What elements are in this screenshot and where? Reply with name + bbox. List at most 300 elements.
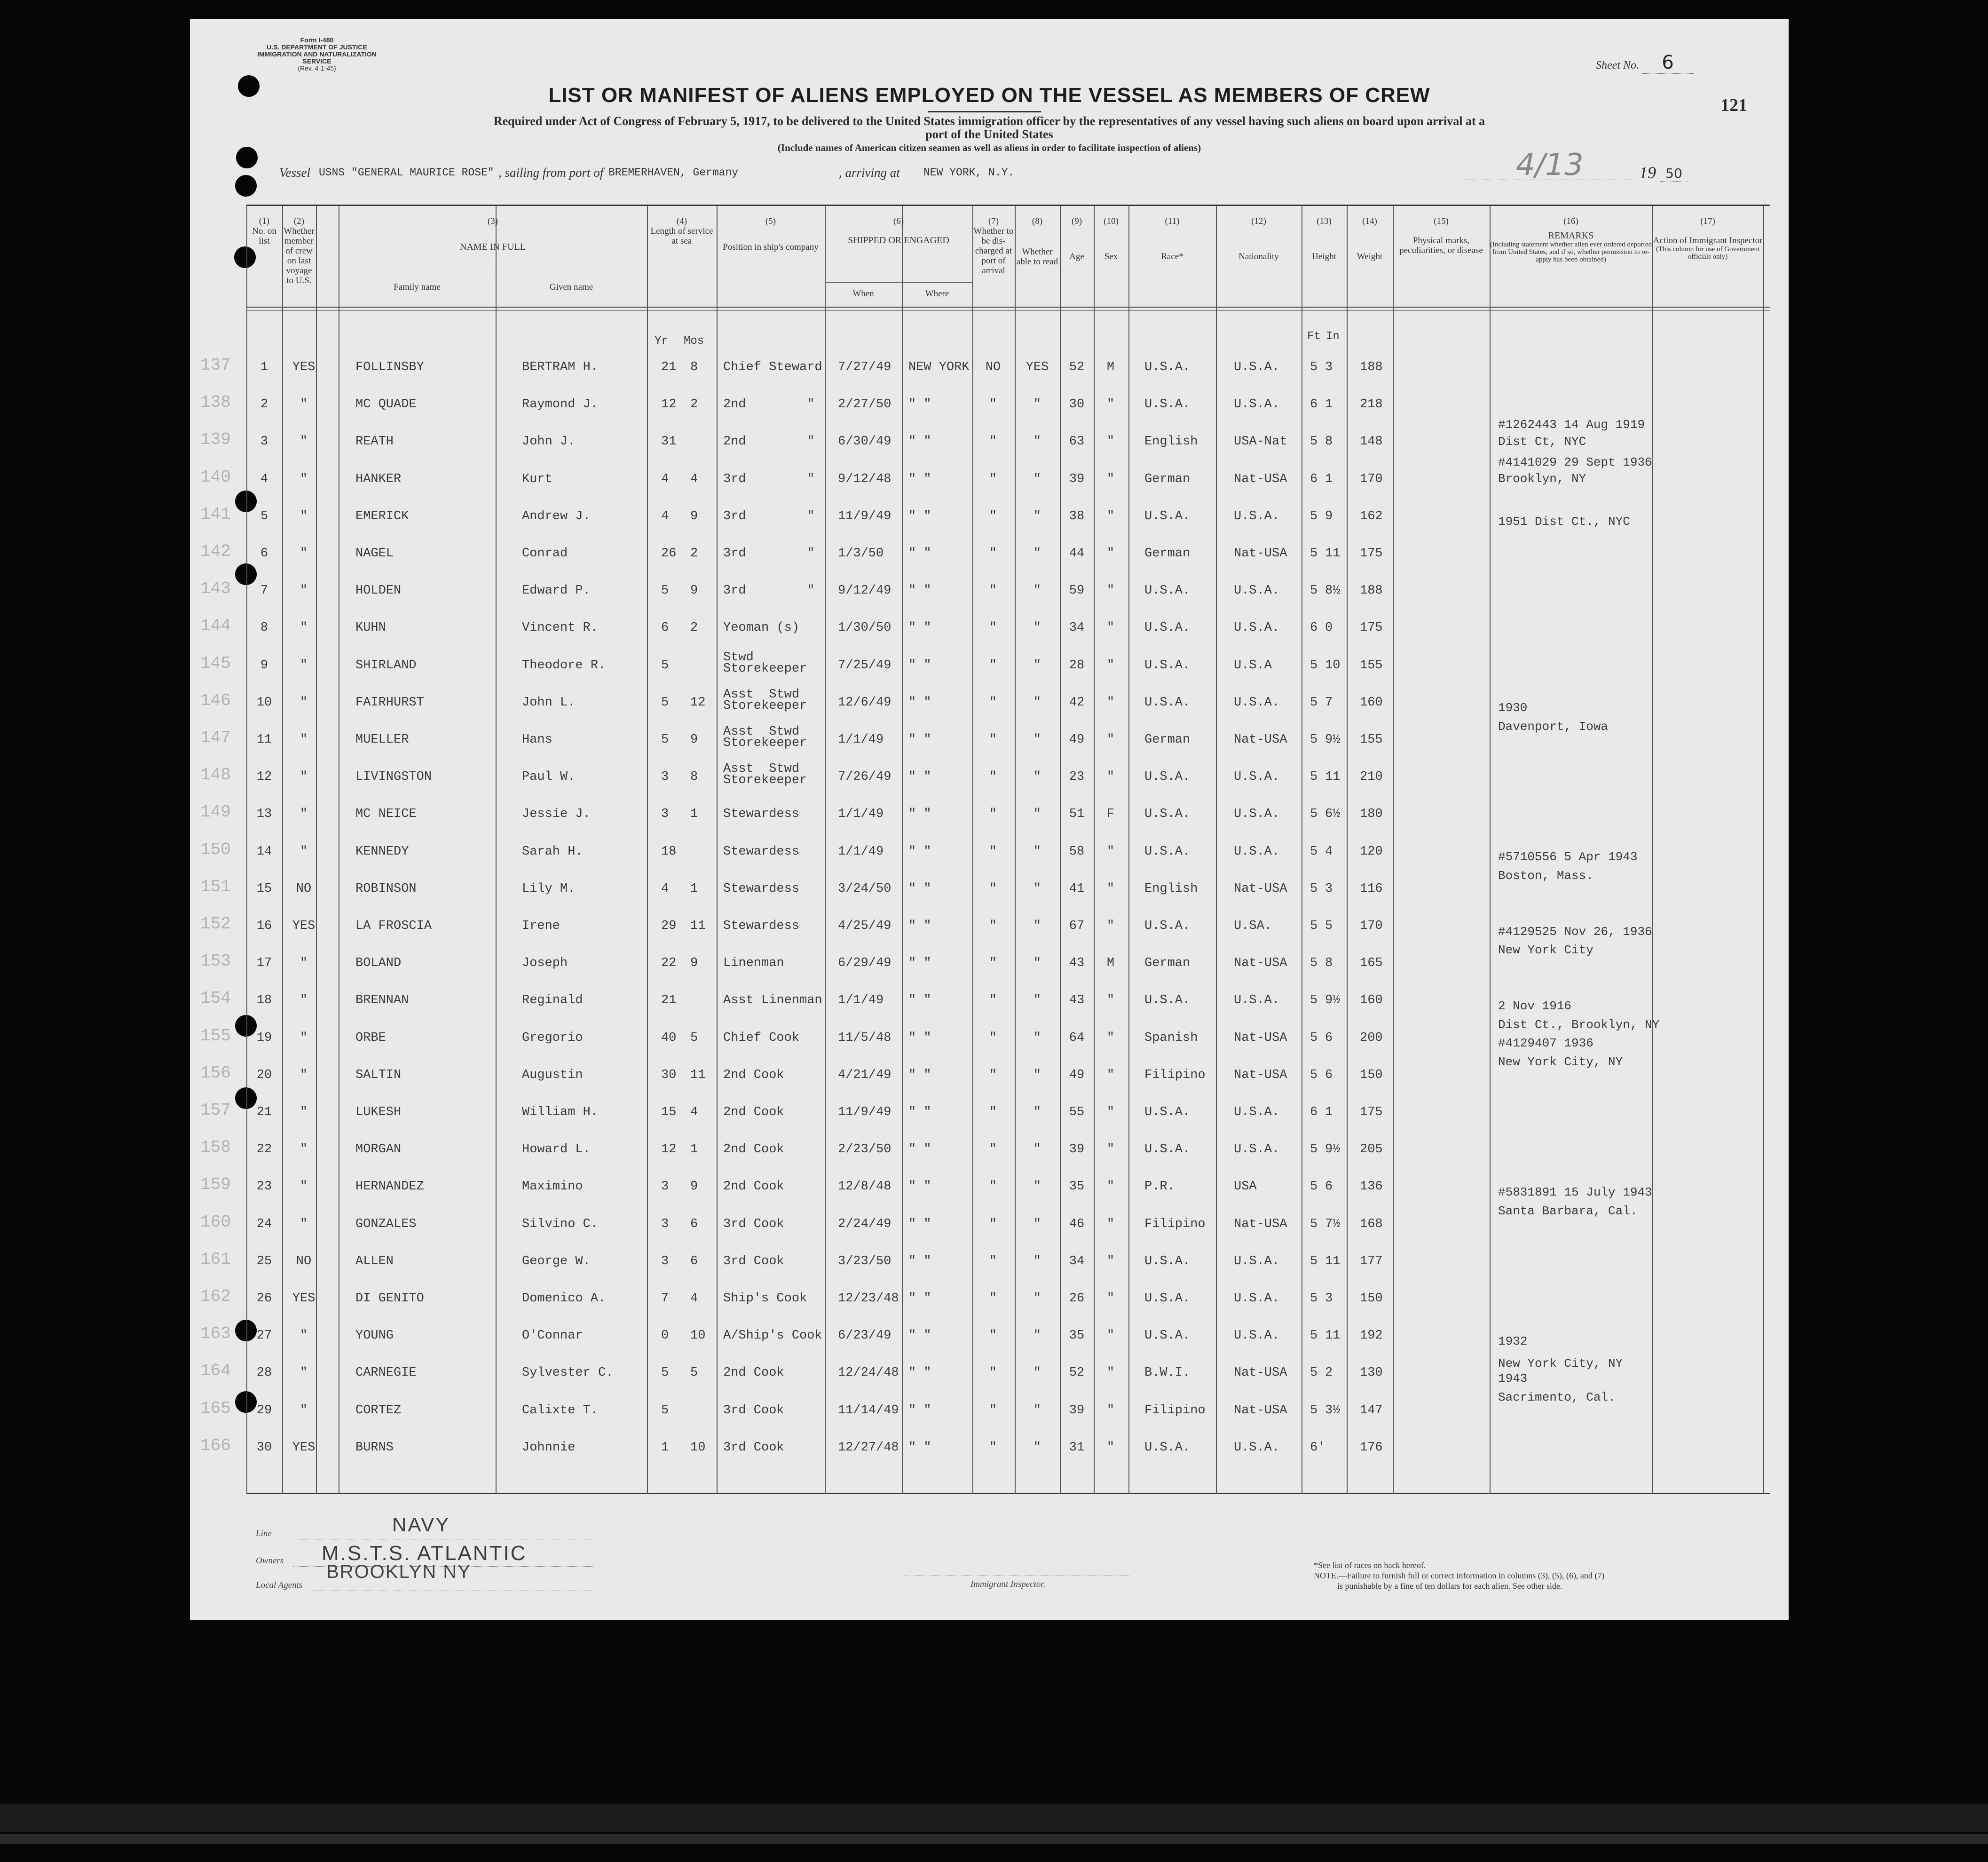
height-feet: 5	[1310, 1366, 1318, 1380]
service-months: 10	[690, 1329, 706, 1343]
nationality: USA	[1234, 1180, 1257, 1194]
weight: 155	[1360, 733, 1383, 747]
inspector-label: Immigrant Inspector.	[970, 1579, 1046, 1589]
given-name: Reginald	[522, 993, 583, 1008]
race: German	[1144, 472, 1191, 486]
header-bottom-rule	[246, 307, 1770, 308]
stamped-sequence-number: 142	[200, 542, 231, 561]
sex: "	[1106, 1366, 1115, 1380]
weight: 170	[1360, 472, 1383, 486]
position: Stwd Storekeeper	[723, 650, 807, 676]
last-voyage: "	[300, 509, 308, 523]
position: Chief Cook	[723, 1030, 800, 1045]
family-name: HOLDEN	[355, 584, 402, 598]
age: 67	[1069, 919, 1085, 933]
table-row	[190, 951, 1789, 991]
sex: "	[1106, 584, 1115, 598]
table-row	[190, 877, 1789, 917]
last-voyage: "	[300, 807, 308, 822]
subtitle	[260, 115, 1718, 154]
height-feet: 5	[1310, 547, 1318, 561]
table-row	[190, 1138, 1789, 1178]
service-years: 26	[661, 547, 677, 561]
weight: 136	[1360, 1180, 1383, 1194]
remark-line: #1262443 14 Aug 1919	[1498, 418, 1645, 432]
able-to-read: "	[1033, 397, 1041, 412]
sex: "	[1106, 1217, 1115, 1231]
last-voyage: "	[300, 733, 308, 747]
height-feet: 6	[1310, 397, 1318, 412]
given-name: Andrew J.	[522, 509, 591, 523]
nationality: Nat-USA	[1234, 881, 1287, 896]
shipped-when: 1/1/49	[838, 733, 884, 747]
family-name: GONZALES	[355, 1217, 417, 1231]
family-name: HANKER	[355, 472, 402, 486]
position: Yeoman (s)	[723, 621, 800, 635]
race: B.W.I.	[1144, 1366, 1191, 1380]
shipped-where: " "	[908, 919, 931, 933]
stamped-sequence-number: 140	[200, 467, 231, 487]
service-months: 2	[690, 621, 698, 635]
shipped-where: " "	[908, 733, 931, 747]
row-number: 11	[256, 733, 272, 747]
last-voyage: "	[300, 1403, 308, 1418]
shipped-when: 9/12/48	[838, 472, 891, 486]
height-inches: 3	[1325, 1292, 1333, 1306]
race: U.S.A.	[1144, 770, 1191, 784]
sex: "	[1106, 621, 1115, 635]
shipped-where: " "	[908, 807, 931, 822]
weight: 116	[1360, 881, 1383, 896]
age: 63	[1069, 435, 1085, 449]
stamped-sequence-number: 156	[200, 1063, 231, 1083]
race: U.S.A.	[1144, 360, 1191, 374]
shipped-when: 3/23/50	[838, 1254, 891, 1268]
last-voyage: "	[300, 397, 308, 412]
line-value: NAVY	[392, 1513, 450, 1536]
shipped-when: 6/29/49	[838, 956, 891, 971]
discharged: "	[989, 881, 997, 896]
remark-line: Boston, Mass.	[1498, 868, 1594, 883]
service-months: 4	[690, 1105, 698, 1119]
given-name: Paul W.	[522, 770, 576, 784]
position: Stewardess	[723, 844, 800, 859]
position: 3rd Cook	[723, 1440, 784, 1455]
height-inches: 6	[1325, 1068, 1333, 1082]
height-inches: 6½	[1325, 807, 1341, 822]
table-row	[190, 1287, 1789, 1327]
age: 38	[1069, 509, 1085, 523]
given-name: Howard L.	[522, 1142, 591, 1157]
nationality: U.S.A.	[1234, 993, 1280, 1008]
race: U.S.A.	[1144, 1292, 1191, 1306]
stamped-sequence-number: 144	[200, 616, 231, 636]
given-name: Edward P.	[522, 584, 591, 598]
stamped-sequence-number: 138	[200, 393, 231, 412]
age: 64	[1069, 1030, 1085, 1045]
service-years: 15	[661, 1105, 677, 1119]
header-weight: (14) Weight	[1357, 216, 1383, 261]
service-years: 12	[661, 397, 677, 412]
weight: 147	[1360, 1403, 1383, 1418]
sex: "	[1106, 695, 1115, 710]
height-feet: 5	[1310, 807, 1318, 822]
stamped-sequence-number: 152	[200, 914, 231, 934]
service-years: 6	[661, 621, 669, 635]
given-name: Maximino	[522, 1180, 583, 1194]
discharged: "	[989, 472, 997, 486]
family-name: NAGEL	[355, 547, 394, 561]
service-years: 4	[661, 509, 669, 523]
sex: "	[1106, 1180, 1115, 1194]
position: 3rd Cook	[723, 1403, 784, 1418]
discharged: "	[989, 695, 997, 710]
height-feet: 6'	[1310, 1440, 1325, 1455]
discharged: "	[989, 584, 997, 598]
family-name: MC QUADE	[355, 397, 417, 412]
service-months: 9	[690, 956, 698, 971]
header-no: (1) No. on list	[252, 216, 276, 246]
age: 30	[1069, 397, 1085, 412]
stamped-sequence-number: 157	[200, 1101, 231, 1120]
sex: "	[1106, 770, 1115, 784]
last-voyage: "	[300, 844, 308, 859]
sex: "	[1106, 658, 1115, 673]
header-position: (5) Position in ship's company	[723, 216, 819, 252]
sex: "	[1106, 1030, 1115, 1045]
shipped-where: " "	[908, 1403, 931, 1418]
remark-line: Sacrimento, Cal.	[1498, 1390, 1616, 1404]
weight: 160	[1360, 695, 1383, 710]
remark-line: Dist Ct, NYC	[1498, 435, 1586, 449]
nationality: U.S.A.	[1234, 397, 1280, 412]
shipped-when: 6/30/49	[838, 435, 891, 449]
shipped-where: " "	[908, 956, 931, 971]
able-to-read: "	[1033, 919, 1041, 933]
stamped-sequence-number: 148	[200, 765, 231, 785]
header-where: Where	[925, 289, 949, 299]
shipped-where: " "	[908, 1292, 931, 1306]
sailing-label: , sailing from port of	[498, 166, 604, 180]
shipped-when: 7/25/49	[838, 658, 891, 673]
able-to-read: "	[1033, 844, 1041, 859]
height-inches: 6	[1325, 1180, 1333, 1194]
row-number: 8	[260, 621, 268, 635]
sex: "	[1106, 733, 1115, 747]
header-remarks: (16) REMARKS (Including statement whether alien ever ordered deported from United States, and if so, whether permission to re-apply has been obtained)	[1490, 216, 1652, 263]
age: 44	[1069, 547, 1085, 561]
service-years: 21	[661, 993, 677, 1008]
last-voyage: NO	[296, 1254, 312, 1268]
able-to-read: "	[1033, 1329, 1041, 1343]
shipped-when: 11/5/48	[838, 1030, 891, 1045]
note-races: *See list of races on back hereof.	[1314, 1561, 1426, 1570]
given-name: John J.	[522, 435, 576, 449]
given-name: O'Connar	[522, 1329, 583, 1343]
shipped-where: " "	[908, 1105, 931, 1119]
discharged: "	[989, 919, 997, 933]
shipped-where: " "	[908, 1217, 931, 1231]
last-voyage: "	[300, 956, 308, 971]
age: 35	[1069, 1180, 1085, 1194]
service-months: 6	[690, 1217, 698, 1231]
given-name: Theodore R.	[522, 658, 606, 673]
shipped-when: 4/21/49	[838, 1068, 891, 1082]
header-name: (3) NAME IN FULL	[460, 216, 526, 252]
race: U.S.A.	[1144, 1142, 1191, 1157]
sex: "	[1106, 1068, 1115, 1082]
weight: 175	[1360, 621, 1383, 635]
sex: "	[1106, 993, 1115, 1008]
sex: "	[1106, 1254, 1115, 1268]
race: Filipino	[1144, 1217, 1206, 1231]
last-voyage: "	[300, 584, 308, 598]
height-inches: 3	[1325, 360, 1333, 374]
height-inches: 11	[1325, 1254, 1341, 1268]
remark-line: #5831891 15 July 1943	[1498, 1185, 1652, 1199]
shipped-when: 1/30/50	[838, 621, 891, 635]
height-feet: 5	[1310, 844, 1318, 859]
scan-border-strip	[0, 1804, 1988, 1832]
service-years: 30	[661, 1068, 677, 1082]
race: U.S.A.	[1144, 993, 1191, 1008]
height-feet: 5	[1310, 733, 1318, 747]
sex: F	[1106, 807, 1115, 822]
nationality: U.S.A.	[1234, 1329, 1280, 1343]
race: U.S.A.	[1144, 509, 1191, 523]
weight: 200	[1360, 1030, 1383, 1045]
row-number: 10	[256, 695, 272, 710]
shipped-when: 1/1/49	[838, 807, 884, 822]
table-row	[190, 1435, 1789, 1476]
manifest-sheet	[190, 19, 1789, 1620]
service-years: 31	[661, 435, 677, 449]
shipped-where: " "	[908, 1440, 931, 1455]
nationality: U.S.A	[1234, 658, 1272, 673]
table-row	[190, 579, 1789, 619]
service-months: 5	[690, 1030, 698, 1045]
subtitle-line: port of the United States	[925, 127, 1053, 141]
unit-in: In	[1326, 330, 1340, 343]
weight: 188	[1360, 360, 1383, 374]
vessel-label: Vessel	[279, 166, 310, 180]
weight: 210	[1360, 770, 1383, 784]
given-name: Lily M.	[522, 881, 576, 896]
row-number: 13	[256, 807, 272, 822]
remark-line: Brooklyn, NY	[1498, 472, 1586, 486]
race: English	[1144, 435, 1198, 449]
nationality: U.S.A.	[1234, 695, 1280, 710]
shipped-where: " "	[908, 584, 931, 598]
header-bottom-rule	[246, 310, 1770, 311]
height-inches: 9½	[1325, 1142, 1341, 1157]
shipped-where: " "	[908, 509, 931, 523]
age: 39	[1069, 472, 1085, 486]
race: Filipino	[1144, 1403, 1206, 1418]
table-row	[190, 616, 1789, 656]
height-feet: 5	[1310, 435, 1318, 449]
row-number: 24	[256, 1217, 272, 1231]
family-name: LUKESH	[355, 1105, 402, 1119]
shipped-where: " "	[908, 547, 931, 561]
family-name: HERNANDEZ	[355, 1180, 424, 1194]
family-name: DI GENITO	[355, 1292, 424, 1306]
height-inches: 8	[1325, 956, 1333, 971]
race: German	[1144, 547, 1191, 561]
race: U.S.A.	[1144, 658, 1191, 673]
page-number: 121	[1720, 95, 1747, 115]
able-to-read: "	[1033, 1105, 1041, 1119]
agents-value: BROOKLYN NY	[326, 1561, 471, 1582]
header-sex: (10) Sex	[1104, 216, 1119, 261]
service-months: 1	[690, 881, 698, 896]
height-inches: 10	[1325, 658, 1341, 673]
shipped-when: 6/23/49	[838, 1329, 891, 1343]
service-months: 1	[690, 807, 698, 822]
row-number: 7	[260, 584, 268, 598]
able-to-read: "	[1033, 1068, 1041, 1082]
shipped-where: " "	[908, 695, 931, 710]
able-to-read: "	[1033, 584, 1041, 598]
arrival-date: 4/13	[1516, 148, 1584, 182]
vessel-name: USNS "GENERAL MAURICE ROSE"	[319, 166, 497, 179]
height-feet: 5	[1310, 695, 1318, 710]
position: 3rd "	[723, 584, 815, 598]
row-number: 28	[256, 1366, 272, 1380]
height-inches: 3½	[1325, 1403, 1341, 1418]
discharged: "	[989, 807, 997, 822]
stamped-sequence-number: 145	[200, 653, 231, 673]
last-voyage: "	[300, 547, 308, 561]
given-name: BERTRAM H.	[522, 360, 599, 374]
position: 2nd "	[723, 435, 815, 449]
position: 2nd Cook	[723, 1105, 784, 1119]
height-feet: 5	[1310, 956, 1318, 971]
note-fine-2: is punishable by a fine of ten dollars for each alien. See other side.	[1337, 1581, 1562, 1591]
discharged: "	[989, 993, 997, 1008]
table-row	[190, 802, 1789, 842]
table-row	[190, 1103, 1789, 1141]
family-name: KENNEDY	[355, 844, 409, 859]
age: 31	[1069, 1440, 1085, 1455]
age: 52	[1069, 360, 1085, 374]
given-name: Kurt	[522, 472, 552, 486]
height-inches: 11	[1325, 547, 1341, 561]
service-years: 40	[661, 1030, 677, 1045]
position: Asst Stwd Storekeeper	[723, 762, 807, 788]
discharged: "	[989, 509, 997, 523]
note-fine-1: NOTE.—Failure to furnish full or correct information in columns (3), (5), (6), and (7)	[1314, 1571, 1605, 1580]
last-voyage: "	[300, 1329, 308, 1343]
table-row	[190, 762, 1789, 805]
weight: 175	[1360, 1105, 1383, 1119]
remark-line: Davenport, Iowa	[1498, 719, 1609, 734]
sex: "	[1106, 472, 1115, 486]
position: Asst Stwd Storekeeper	[723, 687, 807, 713]
family-name: SHIRLAND	[355, 658, 417, 673]
row-number: 9	[260, 658, 268, 673]
given-name: Conrad	[522, 547, 568, 561]
title-rule	[928, 111, 1041, 112]
punch-hole	[234, 246, 256, 268]
age: 39	[1069, 1403, 1085, 1418]
service-years: 3	[661, 1180, 669, 1194]
family-name: KUHN	[355, 621, 386, 635]
last-voyage: "	[300, 1068, 308, 1082]
nationality: Nat-USA	[1234, 1030, 1287, 1045]
subtitle-line: (Include names of American citizen seamen as well as aliens in order to facilitate inspection of aliens)	[777, 142, 1201, 153]
family-name: LA FROSCIA	[355, 919, 432, 933]
shipped-when: 1/1/49	[838, 844, 884, 859]
able-to-read: "	[1033, 658, 1041, 673]
header-nationality: (12) Nationality	[1239, 216, 1279, 261]
race: U.S.A.	[1144, 621, 1191, 635]
race: U.S.A.	[1144, 397, 1191, 412]
sheet-no-value: 6	[1642, 52, 1694, 74]
stamped-sequence-number: 165	[200, 1398, 231, 1418]
service-months: 10	[690, 1440, 706, 1455]
table-bottom-rule	[246, 1493, 1770, 1494]
line-label: Line	[256, 1529, 272, 1538]
last-voyage: "	[300, 1030, 308, 1045]
last-voyage: "	[300, 621, 308, 635]
family-name: CORTEZ	[355, 1403, 402, 1418]
last-voyage: YES	[292, 360, 316, 374]
service-months: 9	[690, 1180, 698, 1194]
discharged: "	[989, 733, 997, 747]
height-feet: 5	[1310, 770, 1318, 784]
race: German	[1144, 733, 1191, 747]
discharged: "	[989, 547, 997, 561]
remark-line: 2 Nov 1916	[1498, 998, 1572, 1013]
race: Spanish	[1144, 1030, 1198, 1045]
position: 3rd "	[723, 547, 815, 561]
shipped-where: " "	[908, 1180, 931, 1194]
last-voyage: "	[300, 1105, 308, 1119]
table-row	[190, 358, 1789, 396]
race: Filipino	[1144, 1068, 1206, 1082]
revision: (Rev. 4-1-45)	[298, 64, 336, 72]
given-name: Vincent R.	[522, 621, 599, 635]
last-voyage: "	[300, 695, 308, 710]
height-feet: 5	[1310, 1217, 1318, 1231]
service-months: 2	[690, 397, 698, 412]
height-feet: 5	[1310, 1403, 1318, 1418]
race: U.S.A.	[1144, 584, 1191, 598]
race: U.S.A.	[1144, 919, 1191, 933]
height-feet: 5	[1310, 658, 1318, 673]
remark-line: 1951 Dist Ct., NYC	[1498, 515, 1630, 529]
weight: 168	[1360, 1217, 1383, 1231]
last-voyage: "	[300, 1180, 308, 1194]
service-years: 29	[661, 919, 677, 933]
shipped-where: " "	[908, 397, 931, 412]
row-number: 23	[256, 1180, 272, 1194]
punch-hole	[236, 147, 258, 168]
year-suffix: 50	[1660, 166, 1688, 182]
height-inches: 9	[1325, 509, 1333, 523]
nationality: U.S.A.	[1234, 1440, 1280, 1455]
weight: 192	[1360, 1329, 1383, 1343]
able-to-read: "	[1033, 770, 1041, 784]
shipped-where: " "	[908, 1254, 931, 1268]
nationality: Nat-USA	[1234, 956, 1287, 971]
service-years: 18	[661, 844, 677, 859]
given-name: Joseph	[522, 956, 568, 971]
year-prefix: 19	[1639, 163, 1656, 182]
discharged: "	[989, 1180, 997, 1194]
row-number: 4	[260, 472, 268, 486]
